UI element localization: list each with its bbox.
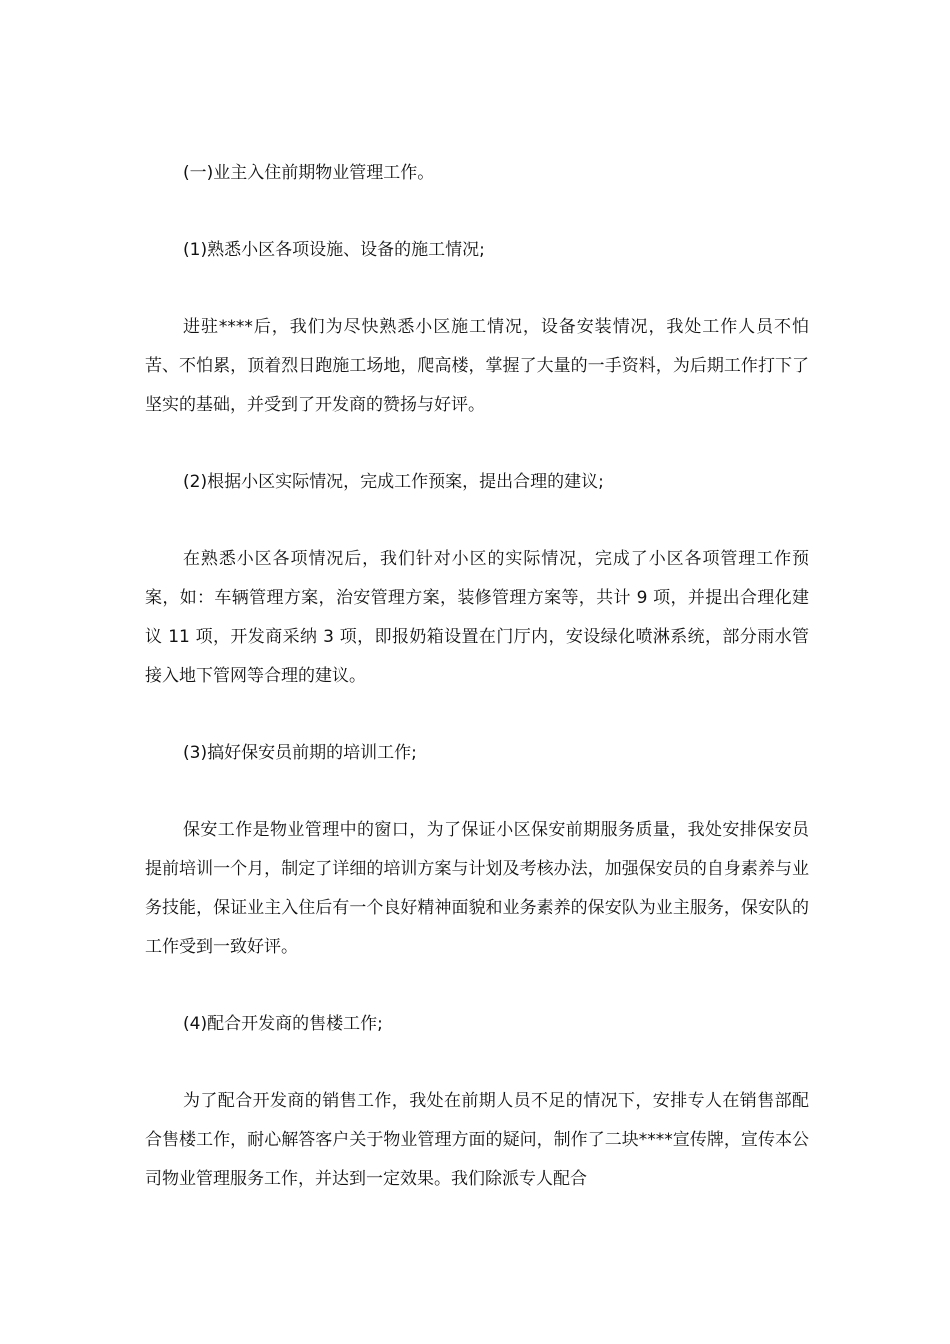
body-paragraph: 保安工作是物业管理中的窗口，为了保证小区保安前期服务质量，我处安排保安员提前培训一个月，制定了详细的培训方案与计划及考核办法，加强保安员的自身素养与业务技能，保证业主入住后有一个良好精神面貌和业务素养的保安队为业主服务，保安队的工作受到一致好评。 — [145, 820, 809, 957]
section-heading: (一)业主入住前期物业管理工作。 — [183, 163, 435, 183]
subsection-heading: (4)配合开发商的售楼工作; — [183, 1014, 383, 1034]
body-paragraph: 进驻****后，我们为尽快熟悉小区施工情况，设备安装情况，我处工作人员不怕苦、不怕累，顶着烈日跑施工场地，爬高楼，掌握了大量的一手资料，为后期工作打下了坚实的基础，并受到了开发商的赞扬与好评。 — [145, 317, 809, 415]
document-body — [145, 154, 809, 1237]
subsection-heading: (2)根据小区实际情况，完成工作预案，提出合理的建议; — [183, 472, 604, 492]
body-paragraph: 在熟悉小区各项情况后，我们针对小区的实际情况，完成了小区各项管理工作预案，如：车辆管理方案，治安管理方案，装修管理方案等，共计 9 项，并提出合理化建议 11 项，开发商采纳 3 项，即报奶箱设置在门厅内，安设绿化喷淋系统，部分雨水管接入地下管网等合理的建议。 — [145, 549, 809, 686]
subsection-heading: (1)熟悉小区各项设施、设备的施工情况; — [183, 240, 485, 260]
body-paragraph: 为了配合开发商的销售工作，我处在前期人员不足的情况下，安排专人在销售部配合售楼工作，耐心解答客户关于物业管理方面的疑问，制作了二块****宣传牌，宣传本公司物业管理服务工作，并达到一定效果。我们除派专人配合 — [145, 1091, 809, 1189]
subsection-heading: (3)搞好保安员前期的培训工作; — [183, 743, 417, 763]
